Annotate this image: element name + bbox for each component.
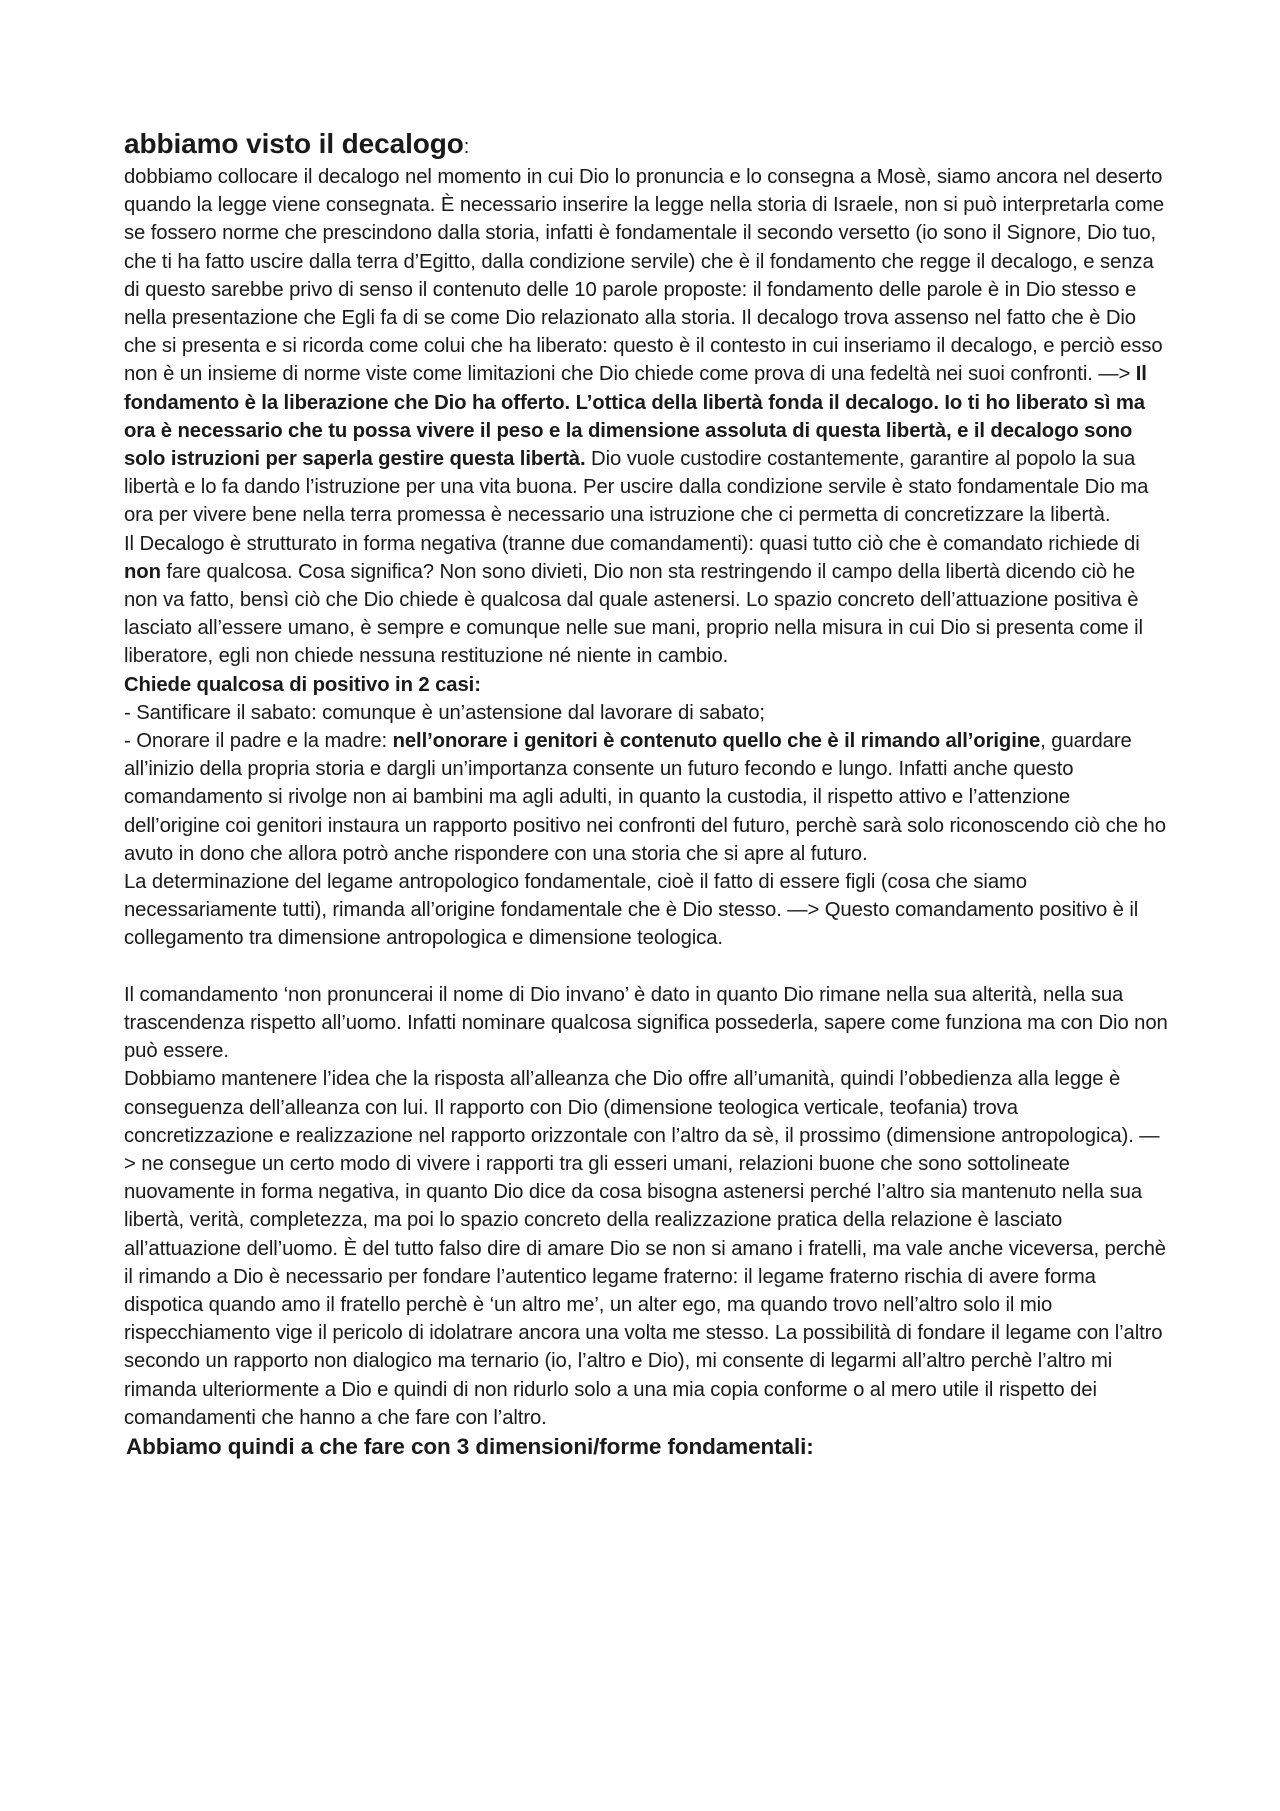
paragraph-context-continuation: Dio vuole custodire costantemente, garantire al popolo la sua libertà e lo fa dando l’istruzione per una vita buona. Per uscire dalla condizione servile è stato fondamentale Dio ma ora per vivere bene nella terra promessa è necessario una istruzione che ci permetta di concretizzare la libertà.	[124, 448, 1149, 527]
paragraph-negative-form-text: Il Decalogo è strutturato in forma negativa (tranne due comandamenti): quasi tutto ciò che è comandato richiede di	[124, 532, 1140, 555]
list-item-genitori-text: - Onorare il padre e la madre:	[124, 730, 393, 753]
paragraph-negative-form	[124, 530, 1168, 671]
paragraph-covenant: Dobbiamo mantenere l’idea che la risposta all’alleanza che Dio offre all’umanità, quindi l’obbedienza alla legge è conseguenza dell’alleanza con lui. Il rapporto con Dio (dimensione teologica verticale, teofania) trova concretizzazione e realizzazione nel rapporto orizzontale con l’altro da sè, il prossimo (dimensione antropologica). —> ne consegue un certo modo di vivere i rapporti tra gli esseri umani, relazioni buone che sono sottolineate nuovamente in forma negativa, in quanto Dio dice da cosa bisogna astenersi perché l’altro sia mantenuto nella sua libertà, verità, completezza, ma poi lo spazio concreto della realizzazione pratica della relazione è lasciato all’attuazione dell’uomo. È del tutto falso dire di amare Dio se non si amano i fratelli, ma vale anche viceversa, perchè il rimando a Dio è necessario per fondare l’autentico legame fraterno: il legame fraterno rischia di avere forma dispotica quando amo il fratello perchè è ‘un altro me’, un alter ego, ma quando trovo nell’altro solo il mio rispecchiamento vige il pericolo di idolatrare ancora una volta me stesso. La possibilità di fondare il legame con l’altro secondo un rapporto non dialogico ma ternario (io, l’altro e Dio), mi consente di legarmi all’altro perchè l’altro mi rimanda ulteriormente a Dio e quindi di non ridurlo solo a una mia copia conforme o al mero utile il rispetto dei comandamenti che hanno a che fare con l’altro.	[124, 1068, 1166, 1429]
title-colon: :	[463, 136, 470, 158]
list-item-genitori-continuation: , guardare all’inizio della propria storia e dargli un’importanza consente un futuro fecondo e lungo. Infatti anche questo comandamento si rivolge non ai bambini ma agli adulti, in quanto la custodia, il rispetto attivo e l’attenzione dell’origine coi genitori instaura un rapporto positivo nei confronti del futuro, perchè sarà solo riconoscendo ciò che ho avuto in dono che allora potrò anche rispondere con una storia che si apre al futuro.	[124, 730, 1166, 865]
final-heading: Abbiamo quindi a che fare con 3 dimensioni/forme fondamentali:	[126, 1433, 814, 1459]
list-item-genitori	[124, 727, 1168, 868]
list-item-genitori-emphasis: nell’onorare i genitori è contenuto quello che è il rimando all’origine	[392, 730, 1041, 753]
title-heading: abbiamo visto il decalogo	[124, 128, 464, 159]
paragraph-negative-form-continuation: fare qualcosa. Cosa significa? Non sono divieti, Dio non sta restringendo il campo della libertà dicendo ciò he non va fatto, bensì ciò che Dio chiede è qualcosa dal quale astenersi. Lo spazio concreto dell’attuazione positiva è lasciato all’essere umano, è sempre e comunque nelle sue mani, proprio nella misura in cui Dio si presenta come il liberatore, egli non chiede nessuna restituzione né niente in cambio.	[124, 560, 1143, 668]
paragraph-anthropological-bond: La determinazione del legame antropologico fondamentale, cioè il fatto di essere figli (cosa che siamo necessariamente tutti), rimanda all’origine fondamentale che è Dio stesso. —> Questo comandamento positivo è il collegamento tra dimensione antropologica e dimensione teologica.	[124, 871, 1139, 950]
paragraph-name-in-vain: Il comandamento ‘non pronuncerai il nome di Dio invano’ è dato in quanto Dio rimane nella sua alterità, nella sua trascendenza rispetto all’uomo. Infatti nominare qualcosa significa possederla, sapere come funziona ma con Dio non può essere.	[124, 983, 1168, 1063]
paragraph-context	[124, 163, 1168, 530]
paragraph-spacer	[124, 953, 1168, 981]
positive-cases-heading-text: Chiede qualcosa di positivo in 2 casi:	[124, 673, 481, 696]
list-item-sabato: - Santificare il sabato: comunque è un’astensione dal lavorare di sabato;	[124, 701, 765, 724]
page-title	[124, 128, 1168, 163]
positive-cases-heading	[124, 671, 1168, 699]
paragraph-negative-form-emphasis: non	[124, 560, 161, 583]
document-body	[124, 128, 1168, 1462]
paragraph-context-text: dobbiamo collocare il decalogo nel momento in cui Dio lo pronuncia e lo consegna a Mosè, siamo ancora nel deserto quando la legge viene consegnata. È necessario inserire la legge nella storia di Israele, non si può interpretarla come se fossero norme che prescindono dalla storia, infatti è fondamentale il secondo versetto (io sono il Signore, Dio tuo, che ti ha fatto uscire dalla terra d’Egitto, dalla condizione servile) che è il fondamento che regge il decalogo, e senza di questo sarebbe privo di senso il contenuto delle 10 parole proposte: il fondamento delle parole è in Dio stesso e nella presentazione che Egli fa di se come Dio relazionato alla storia. Il decalogo trova assenso nel fatto che è Dio che si presenta e si ricorda come colui che ha liberato: questo è il contesto in cui inseriamo il decalogo, e perciò esso non è un insieme di norme viste come limitazioni che Dio chiede come prova di una fedeltà nei suoi confronti. —>	[124, 166, 1164, 386]
paragraph-context-emphasis: Il fondamento è la liberazione che Dio ha offerto. L’ottica della libertà fonda il decalogo. Io ti ho liberato sì ma ora è necessario che tu possa vivere il peso e la dimensione assoluta di questa libertà, e il decalogo sono solo istruzioni per saperla gestire questa libertà.	[124, 363, 1147, 471]
